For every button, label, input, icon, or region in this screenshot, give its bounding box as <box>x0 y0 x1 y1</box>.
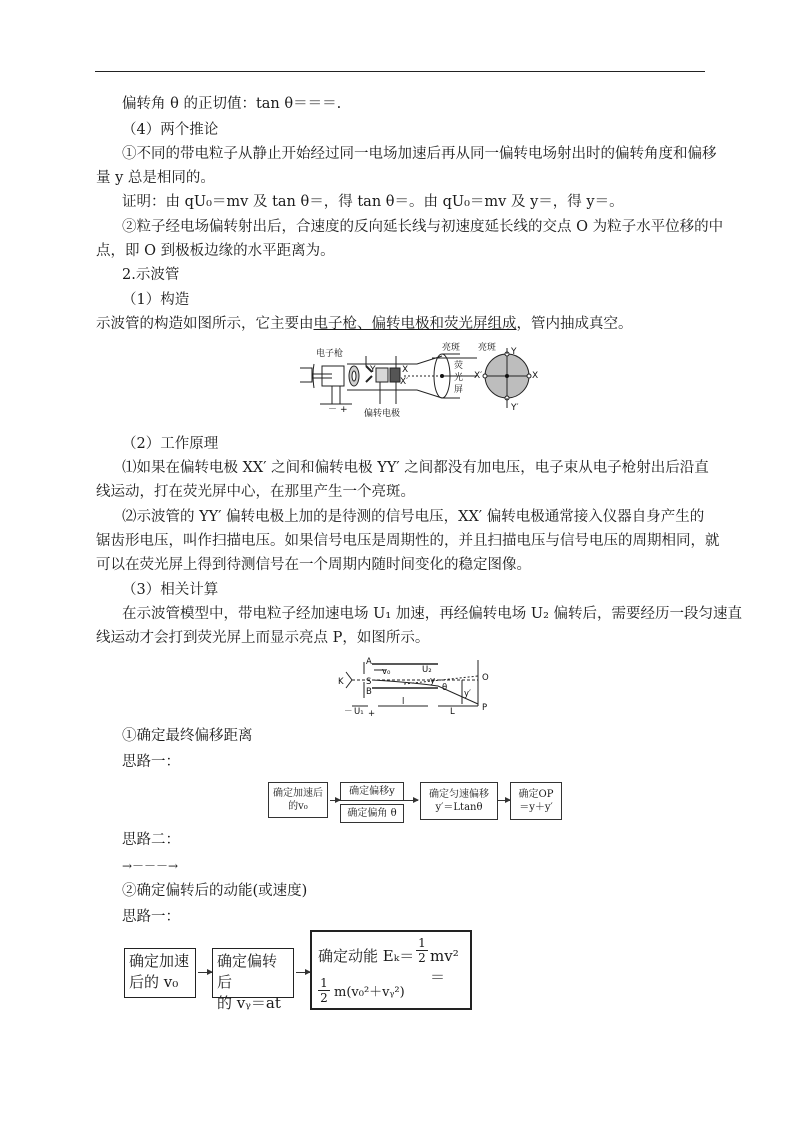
section-heading: （2）工作原理 <box>122 436 219 452</box>
label-theta: θ <box>442 683 448 693</box>
label-x-prime: X′ <box>474 371 483 381</box>
fraction-numerator: 1 <box>320 976 328 990</box>
label-electron-gun: 电子枪 <box>316 349 344 359</box>
label-plus: + <box>368 709 376 718</box>
fraction-half <box>416 936 428 965</box>
label-l: l <box>402 697 405 707</box>
text-line: ①不同的带电粒子从静止开始经过同一电场加速后再从同一偏转电场射出时的偏转角度和偏移 <box>122 146 717 162</box>
fraction-numerator: 1 <box>418 936 426 950</box>
flow-box-line: y′＝Ltanθ <box>435 802 483 813</box>
flow-box-line: ＝y＋y′ <box>519 802 553 813</box>
label-y-prime: Y′ <box>511 403 519 413</box>
energy-formula-line2: m(v₀²＋vᵧ²) <box>334 985 405 1000</box>
label-plate-b: B <box>366 687 372 697</box>
label-cathode-k: K <box>338 677 344 687</box>
text-line: 量 y 总是相同的。 <box>96 170 215 186</box>
energy-formula-tail: mv²＝ <box>430 947 459 986</box>
flow-box-uniform-offset <box>420 782 498 820</box>
label-o: O <box>482 673 489 683</box>
text-line: 偏转角 θ 的正切值：tan θ＝＝＝. <box>122 96 342 112</box>
flow2-box-energy <box>310 930 472 1010</box>
text-line: 点，即 O 到极板边缘的水平距离为。 <box>96 243 335 259</box>
text-line: ⑴如果在偏转电极 XX′ 之间和偏转电极 YY′ 之间都没有加电压，电子束从电子枪射出后沿直 <box>122 460 709 476</box>
flow-arrow <box>296 972 310 973</box>
subheading: ②确定偏转后的动能(或速度) <box>122 883 308 899</box>
flow-arrow <box>498 800 510 801</box>
flow-box-line: 确定匀速偏移 <box>429 789 489 800</box>
flow-arrow <box>330 800 340 801</box>
flow-box-line: 确定加速 <box>129 952 190 970</box>
section-heading: （4）两个推论 <box>122 122 219 138</box>
label-plate-y: Y <box>370 365 376 375</box>
label-y: y <box>430 676 436 686</box>
flow2-box-vy <box>212 948 294 1012</box>
text-line: 示波管的构造如图所示，它主要由电子枪、偏转电极和荧光屏组成，管内抽成真空。 <box>96 316 633 332</box>
text-line: ②粒子经电场偏转射出后，合速度的反向延长线与初速度延长线的交点 O 为粒子水平位移的中 <box>122 219 724 235</box>
subheading: ①确定最终偏移距离 <box>122 728 253 744</box>
subheading: 思路二： <box>122 832 180 848</box>
text-line: 可以在荧光屏上得到待测信号在一个周期内随时间变化的稳定图像。 <box>96 557 531 573</box>
label-screen-1: 荧 <box>454 361 464 371</box>
text-line: 锯齿形电压，叫作扫描电压。如果信号电压是周期性的，并且扫描电压与信号电压的周期相同，就 <box>96 533 720 549</box>
arrow-text: →－－－→ <box>122 859 179 873</box>
label-plate-x: X <box>402 365 409 375</box>
header-rule <box>95 71 705 72</box>
label-minus: － <box>344 707 353 717</box>
label-v0: v₀ <box>382 667 391 677</box>
section-heading: 2.示波管 <box>122 267 180 283</box>
text-line: 在示波管模型中，带电粒子经加速电场 U₁ 加速，再经偏转电场 U₂ 偏转后，需要经历一段匀速直 <box>122 606 742 622</box>
label-y: Y <box>511 347 517 357</box>
label-plate-x-prime: X′ <box>400 377 409 387</box>
fraction-denominator: 2 <box>318 990 330 1005</box>
section-heading: （1）构造 <box>122 292 190 308</box>
subheading: 思路一： <box>122 909 180 925</box>
flow-box-angle: 确定偏角 θ <box>340 804 404 823</box>
energy-formula-line1 <box>318 946 414 967</box>
label-bright-spot-2: 亮斑 <box>478 343 497 353</box>
flow-arrow <box>404 800 418 801</box>
flow-box-op <box>510 782 562 820</box>
flow-box-line: 的 vᵧ＝at <box>217 994 281 1012</box>
label-slit-s: S <box>366 677 372 687</box>
oscilloscope-tube-figure <box>292 338 552 422</box>
label-screen-3: 屏 <box>454 385 464 395</box>
text-line: 线运动才会打到荧光屏上而显示亮点 P，如图所示。 <box>96 630 430 646</box>
deflection-model-figure <box>338 654 498 718</box>
label-plus: + <box>340 405 348 415</box>
text-line: 证明：由 qU₀＝mv 及 tan θ＝，得 tan θ＝。由 qU₀＝mv 及 y＝，得 y＝。 <box>122 194 624 210</box>
label-u2: U₂ <box>422 665 432 675</box>
label-p: P <box>482 703 488 713</box>
energy-label: 确定动能 Eₖ＝ <box>318 947 415 965</box>
section-heading: （3）相关计算 <box>122 582 219 598</box>
fraction-half-2 <box>318 976 330 1005</box>
label-x: X <box>532 371 539 381</box>
flow-box-line: 确定OP <box>518 789 554 800</box>
flow2-box-accel <box>124 948 196 998</box>
text-line: 线运动，打在荧光屏中心，在那里产生一个亮斑。 <box>96 484 415 500</box>
flow-arrow <box>198 972 212 973</box>
label-minus: － <box>328 405 338 415</box>
flow-box-line: 后的 v₀ <box>129 973 179 991</box>
label-big-l: L <box>450 707 455 717</box>
label-u1: U₁ <box>354 707 364 717</box>
label-plate-a: A <box>366 657 372 667</box>
label-y-prime: y′ <box>464 689 471 699</box>
text-line: ⑵示波管的 YY′ 偏转电极上加的是待测的信号电压，XX′ 偏转电极通常接入仪器自身产生的 <box>122 509 705 525</box>
label-screen-2: 光 <box>454 373 464 383</box>
label-bright-spot: 亮斑 <box>442 343 461 353</box>
flow-box-offset-y: 确定偏移y <box>340 782 404 801</box>
fraction-denominator: 2 <box>416 950 428 965</box>
flow-box-line: 确定偏转后 <box>217 952 278 991</box>
flow-box-v0: 确定加速后的v₀ <box>268 782 328 818</box>
label-deflection-plates: 偏转电极 <box>364 409 401 419</box>
subheading: 思路一： <box>122 754 180 770</box>
